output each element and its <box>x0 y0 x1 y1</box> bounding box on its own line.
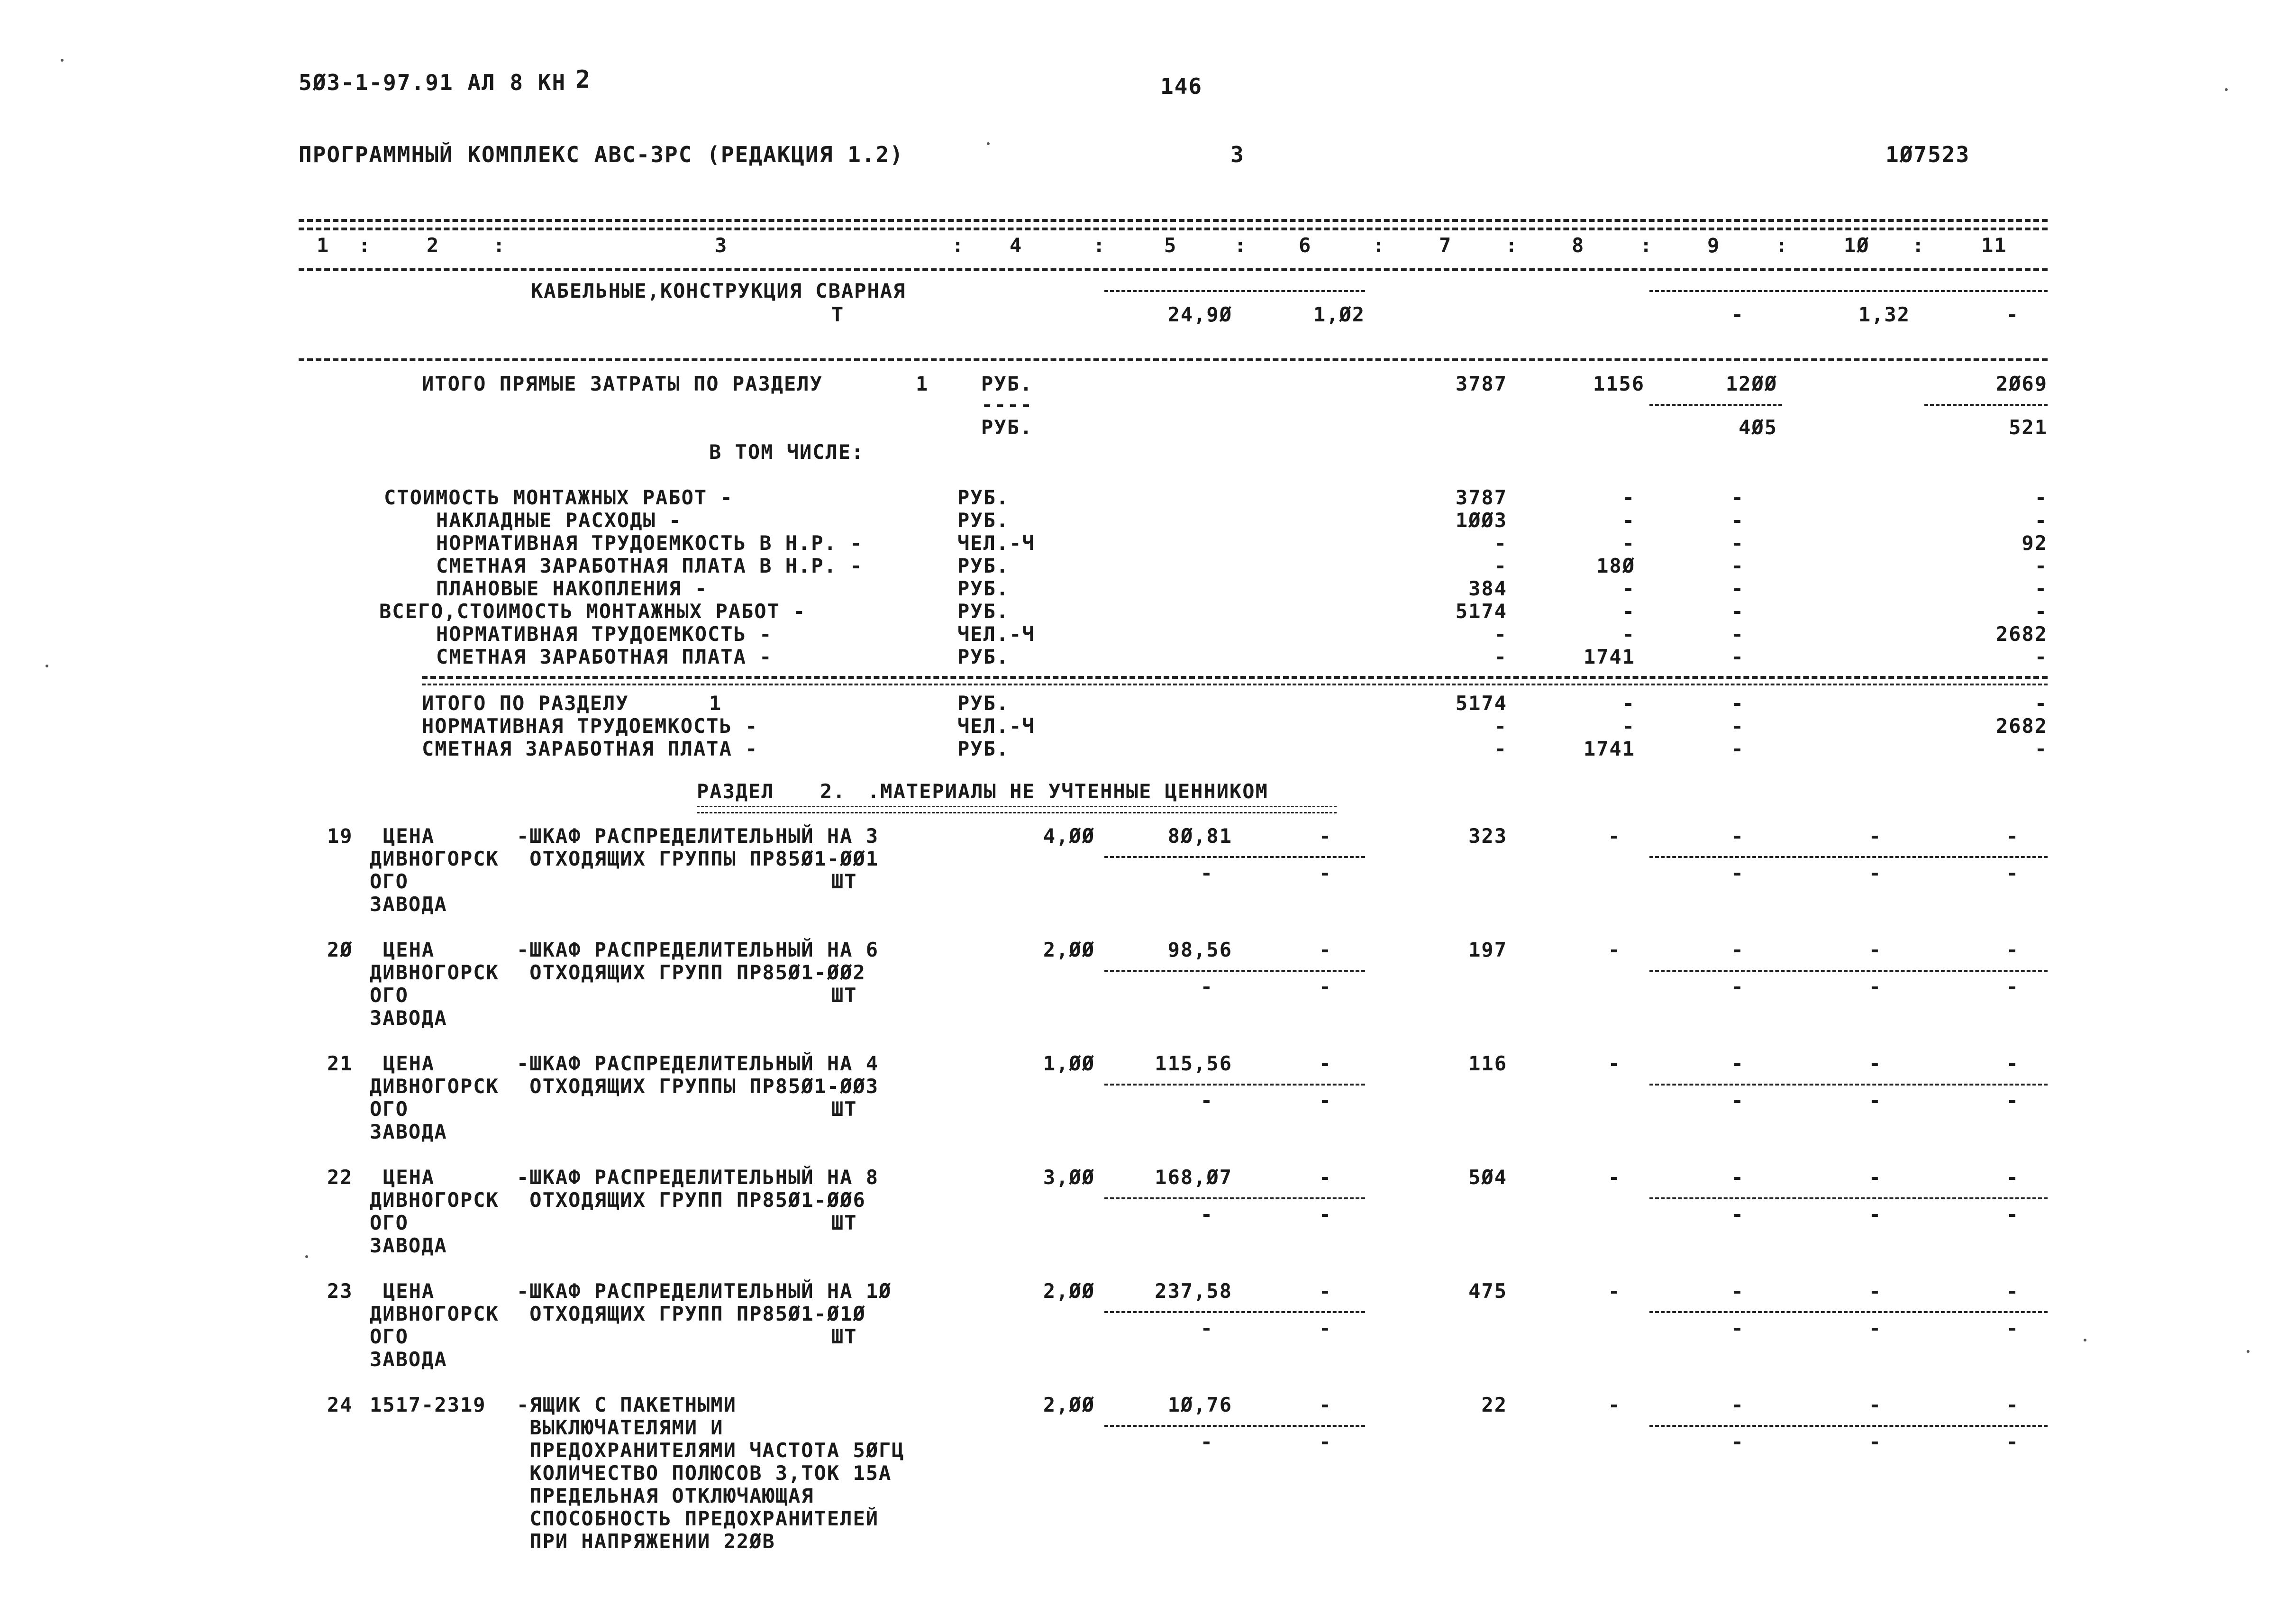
breakdown-col-9: - <box>1731 486 1744 509</box>
item-col-11: - <box>2006 824 2019 848</box>
column-header-11: 11 <box>1981 234 2007 257</box>
item-sub-col-9: - <box>1731 1316 1744 1340</box>
breakdown-col-9: - <box>1731 531 1744 555</box>
column-separator: : <box>1373 234 1386 257</box>
item-col-6: - <box>1319 824 1332 848</box>
scan-speck <box>987 142 990 145</box>
item-sub-col-11: - <box>2006 1316 2019 1340</box>
item-unit: ШТ <box>831 984 857 1007</box>
column-header-8: 8 <box>1572 234 1585 257</box>
item-col-9: - <box>1731 1166 1744 1189</box>
item-col-8: - <box>1608 1279 1621 1303</box>
total-direct-col-8: 1156 <box>1593 372 1645 395</box>
section-2-word: РАЗДЕЛ <box>697 780 774 803</box>
item-description-line: СПОСОБНОСТЬ ПРЕДОХРАНИТЕЛЕЙ <box>517 1507 879 1530</box>
item-description-line: -ШКАФ РАСПРЕДЕЛИТЕЛЬНЫЙ НА 6 <box>517 938 879 961</box>
item-quantity: 3,ØØ <box>1043 1166 1095 1189</box>
item-col-6: - <box>1319 1166 1332 1189</box>
item-col-9: - <box>1731 1393 1744 1416</box>
item-sub-col-6: - <box>1319 1203 1332 1226</box>
item-col-8: - <box>1608 1052 1621 1075</box>
breakdown-col-11: - <box>2034 577 2048 600</box>
section-total-unit: ЧЕЛ.-Ч <box>957 714 1035 738</box>
item-col-10: - <box>1868 1052 1882 1075</box>
item-sub-col-11: - <box>2006 1089 2019 1112</box>
item-quantity: 1,ØØ <box>1043 1052 1095 1075</box>
breakdown-label: СМЕТНАЯ ЗАРАБОТНАЯ ПЛАТА - <box>436 645 773 668</box>
breakdown-col-8: - <box>1622 509 1635 532</box>
breakdown-unit: РУБ. <box>957 554 1010 577</box>
item-code-line: ДИВНОГОРСК <box>370 1075 499 1098</box>
scan-speck <box>305 1255 308 1258</box>
breakdown-col-11: - <box>2034 554 2048 577</box>
carry-unit: Т <box>831 303 845 326</box>
carry-col-5: 24,9Ø <box>1167 303 1232 326</box>
breakdown-col-11: - <box>2034 645 2048 668</box>
scan-speck <box>2247 1350 2249 1353</box>
breakdown-col-9: - <box>1731 554 1744 577</box>
item-col-8: - <box>1608 938 1621 961</box>
scan-speck <box>61 59 64 62</box>
column-header-1: 1 <box>317 234 330 257</box>
item-sub-col-6: - <box>1319 861 1332 885</box>
program-title: ПРОГРАММНЫЙ КОМПЛЕКС АВС-3РС (РЕДАКЦИЯ 1.2) <box>299 142 904 167</box>
column-header-5: 5 <box>1164 234 1177 257</box>
item-col-11: - <box>2006 1393 2019 1416</box>
item-description-line: -ШКАФ РАСПРЕДЕЛИТЕЛЬНЫЙ НА 3 <box>517 824 879 848</box>
breakdown-label: ПЛАНОВЫЕ НАКОПЛЕНИЯ - <box>436 577 708 600</box>
item-sub-col-6: - <box>1319 1089 1332 1112</box>
column-header-7: 7 <box>1439 234 1452 257</box>
header-rule-bottom <box>299 268 2048 271</box>
item-sub-col-6: - <box>1319 1316 1332 1340</box>
item-sub-col-5: - <box>1200 861 1213 885</box>
item-sub-col-5: - <box>1200 1316 1213 1340</box>
item-col-9: - <box>1731 1279 1744 1303</box>
total-direct-unit-2: РУБ. <box>981 416 1033 439</box>
breakdown-label: ВСЕГО,СТОИМОСТЬ МОНТАЖНЫХ РАБОТ - <box>379 600 806 623</box>
item-number: 21 <box>327 1052 353 1075</box>
item-code-line: ОГО <box>370 870 409 893</box>
breakdown-col-7: 3787 <box>1455 486 1507 509</box>
item-code-line: ЦЕНА <box>383 1279 435 1303</box>
breakdown-col-7: - <box>1494 645 1507 668</box>
item-unit: ШТ <box>831 1211 857 1234</box>
item-col-9: - <box>1731 824 1744 848</box>
item-col-6: - <box>1319 1279 1332 1303</box>
item-code-line: ОГО <box>370 1097 409 1121</box>
section-total-col-8: 1741 <box>1583 737 1635 760</box>
item-description-line: -ШКАФ РАСПРЕДЕЛИТЕЛЬНЫЙ НА 1Ø <box>517 1279 892 1303</box>
item-col-7: 323 <box>1468 824 1507 848</box>
item-code-line: ЗАВОДА <box>370 1234 447 1257</box>
item-sub-col-9: - <box>1731 1089 1744 1112</box>
item-code-line: ОГО <box>370 1211 409 1234</box>
column-separator: : <box>1776 234 1789 257</box>
breakdown-col-8: 1741 <box>1583 645 1635 668</box>
breakdown-label: СТОИМОСТЬ МОНТАЖНЫХ РАБОТ - <box>384 486 733 509</box>
breakdown-col-9: - <box>1731 509 1744 532</box>
item-code-line: ОГО <box>370 1325 409 1348</box>
item-sub-rule-9-11 <box>1649 1425 2048 1427</box>
breakdown-col-8: - <box>1622 600 1635 623</box>
total-direct-col-7: 3787 <box>1455 372 1507 395</box>
total-direct-col-9a: 12ØØ <box>1725 372 1777 395</box>
item-unit: ШТ <box>831 1325 857 1348</box>
item-sub-rule-5-6 <box>1104 1084 1365 1086</box>
section-total-col-11: - <box>2034 692 2048 715</box>
item-quantity: 2,ØØ <box>1043 1393 1095 1416</box>
item-sub-col-10: - <box>1868 1089 1882 1112</box>
section-total-col-11: - <box>2034 737 2048 760</box>
section-total-col-7: - <box>1494 737 1507 760</box>
carry-title: КАБЕЛЬНЫЕ,КОНСТРУКЦИЯ СВАРНАЯ <box>531 279 906 302</box>
section-total-col-8: - <box>1622 692 1635 715</box>
item-sub-rule-9-11 <box>1649 856 2048 858</box>
column-separator: : <box>952 234 965 257</box>
carry-sub-rule-5-6 <box>1104 290 1365 292</box>
item-code-line: ЗАВОДА <box>370 1006 447 1030</box>
total-direct-sub-rule-9 <box>1649 404 1782 406</box>
total-direct-section-number: 1 <box>916 372 929 395</box>
breakdown-unit: ЧЕЛ.-Ч <box>957 531 1035 555</box>
item-code-line: ЗАВОДА <box>370 893 447 916</box>
item-code-line: ЦЕНА <box>383 1166 435 1189</box>
item-description-line: ПРИ НАПРЯЖЕНИИ 22ØВ <box>517 1530 775 1553</box>
item-col-6: - <box>1319 1052 1332 1075</box>
item-description-line: ОТХОДЯЩИХ ГРУППЫ ПР85Ø1-ØØ1 <box>517 847 879 870</box>
item-sub-col-9: - <box>1731 1430 1744 1453</box>
header-rule-top-1 <box>299 219 2048 222</box>
item-description-line: ОТХОДЯЩИХ ГРУПП ПР85Ø1-ØØ2 <box>517 961 866 984</box>
item-description-line: ОТХОДЯЩИХ ГРУПП ПР85Ø1-Ø1Ø <box>517 1302 866 1325</box>
item-description-line: ПРЕДЕЛЬНАЯ ОТКЛЮЧАЮЩАЯ <box>517 1484 814 1507</box>
carry-col-6: 1,Ø2 <box>1313 303 1365 326</box>
item-sub-rule-5-6 <box>1104 1311 1365 1313</box>
breakdown-unit: РУБ. <box>957 486 1010 509</box>
item-sub-rule-9-11 <box>1649 1311 2048 1313</box>
column-header-6: 6 <box>1299 234 1312 257</box>
breakdown-col-7: 1ØØ3 <box>1455 509 1507 532</box>
carry-col-9: - <box>1731 303 1744 326</box>
carry-sub-rule-9-11 <box>1649 290 2048 292</box>
column-separator: : <box>1093 234 1106 257</box>
item-sub-col-10: - <box>1868 975 1882 998</box>
item-sub-rule-9-11 <box>1649 1084 2048 1086</box>
breakdown-col-9: - <box>1731 600 1744 623</box>
section-total-col-9: - <box>1731 692 1744 715</box>
item-sub-rule-5-6 <box>1104 970 1365 972</box>
item-col-7: 116 <box>1468 1052 1507 1075</box>
breakdown-label: НАКЛАДНЫЕ РАСХОДЫ - <box>436 509 682 532</box>
column-separator: : <box>1640 234 1653 257</box>
item-description-line: -ЯЩИК С ПАКЕТНЫМИ <box>517 1393 737 1416</box>
item-col-8: - <box>1608 824 1621 848</box>
item-col-9: - <box>1731 938 1744 961</box>
including-heading: В ТОМ ЧИСЛЕ: <box>709 440 865 464</box>
page-number: 146 <box>1160 73 1203 99</box>
section-total-col-11: 2682 <box>1995 714 2048 738</box>
document-code: 5Ø3-1-97.91 АЛ 8 КН <box>299 70 566 95</box>
breakdown-label: НОРМАТИВНАЯ ТРУДОЕМКОСТЬ - <box>436 622 773 646</box>
sheet-number: 3 <box>1230 142 1245 167</box>
document-id-code: 1Ø7523 <box>1885 142 1970 167</box>
item-code-line: ЗАВОДА <box>370 1348 447 1371</box>
item-sub-rule-9-11 <box>1649 1197 2048 1199</box>
section-total-label: ИТОГО ПО РАЗДЕЛУ <box>422 692 629 715</box>
item-col-10: - <box>1868 1166 1882 1189</box>
item-col-8: - <box>1608 1166 1621 1189</box>
section-total-rule <box>422 676 2048 679</box>
column-separator: : <box>1234 234 1248 257</box>
item-sub-col-5: - <box>1200 1089 1213 1112</box>
item-sub-col-5: - <box>1200 975 1213 998</box>
item-sub-col-6: - <box>1319 1430 1332 1453</box>
section-total-col-9: - <box>1731 737 1744 760</box>
breakdown-col-8: - <box>1622 577 1635 600</box>
column-header-3: 3 <box>715 234 728 257</box>
breakdown-col-11: 2682 <box>1995 622 2048 646</box>
item-unit-price: 1Ø,76 <box>1167 1393 1232 1416</box>
item-col-8: - <box>1608 1393 1621 1416</box>
section-total-col-7: - <box>1494 714 1507 738</box>
column-separator: : <box>1505 234 1519 257</box>
item-number: 19 <box>327 824 353 848</box>
column-separator: : <box>358 234 372 257</box>
item-col-6: - <box>1319 1393 1332 1416</box>
item-code-line: 1517-2319 <box>370 1393 486 1416</box>
item-description-line: ОТХОДЯЩИХ ГРУППЫ ПР85Ø1-ØØ3 <box>517 1075 879 1098</box>
breakdown-col-8: - <box>1622 531 1635 555</box>
total-rule-top <box>299 358 2048 361</box>
item-unit: ШТ <box>831 1097 857 1121</box>
item-code-line: ДИВНОГОРСК <box>370 961 499 984</box>
item-sub-col-11: - <box>2006 1203 2019 1226</box>
item-col-6: - <box>1319 938 1332 961</box>
column-separator: : <box>1912 234 1925 257</box>
breakdown-col-8: - <box>1622 486 1635 509</box>
breakdown-unit: РУБ. <box>957 600 1010 623</box>
total-direct-unit-divider: ---- <box>981 393 1033 416</box>
section-2-title: .МАТЕРИАЛЫ НЕ УЧТЕННЫЕ ЦЕННИКОМ <box>867 780 1268 803</box>
total-direct-col-11b: 521 <box>2009 416 2048 439</box>
item-quantity: 4,ØØ <box>1043 824 1095 848</box>
item-sub-col-5: - <box>1200 1203 1213 1226</box>
section-total-unit: РУБ. <box>957 692 1010 715</box>
section-total-col-7: 5174 <box>1455 692 1507 715</box>
section-total-col-8: - <box>1622 714 1635 738</box>
item-description-line: -ШКАФ РАСПРЕДЕЛИТЕЛЬНЫЙ НА 8 <box>517 1166 879 1189</box>
item-code-line: ОГО <box>370 984 409 1007</box>
item-sub-col-10: - <box>1868 1316 1882 1340</box>
item-unit-price: 8Ø,81 <box>1167 824 1232 848</box>
item-code-line: ДИВНОГОРСК <box>370 847 499 870</box>
item-col-7: 475 <box>1468 1279 1507 1303</box>
item-sub-col-11: - <box>2006 975 2019 998</box>
section-total-label: СМЕТНАЯ ЗАРАБОТНАЯ ПЛАТА - <box>422 737 758 760</box>
item-description-line: -ШКАФ РАСПРЕДЕЛИТЕЛЬНЫЙ НА 4 <box>517 1052 879 1075</box>
breakdown-unit: РУБ. <box>957 645 1010 668</box>
carry-col-11: - <box>2006 303 2019 326</box>
breakdown-col-8: - <box>1622 622 1635 646</box>
breakdown-col-11: - <box>2034 600 2048 623</box>
item-sub-col-9: - <box>1731 861 1744 885</box>
column-header-4: 4 <box>1010 234 1023 257</box>
item-quantity: 2,ØØ <box>1043 1279 1095 1303</box>
breakdown-label: СМЕТНАЯ ЗАРАБОТНАЯ ПЛАТА В Н.Р. - <box>436 554 863 577</box>
breakdown-col-7: 384 <box>1468 577 1507 600</box>
item-sub-rule-5-6 <box>1104 856 1365 858</box>
breakdown-col-9: - <box>1731 645 1744 668</box>
item-number: 22 <box>327 1166 353 1189</box>
item-sub-col-10: - <box>1868 1430 1882 1453</box>
item-sub-col-9: - <box>1731 1203 1744 1226</box>
item-col-7: 197 <box>1468 938 1507 961</box>
item-number: 24 <box>327 1393 353 1416</box>
item-description-line: ПРЕДОХРАНИТЕЛЯМИ ЧАСТОТА 5ØГЦ <box>517 1439 905 1462</box>
breakdown-col-11: - <box>2034 486 2048 509</box>
item-code-line: ЦЕНА <box>383 938 435 961</box>
total-direct-sub-rule-11 <box>1924 404 2048 406</box>
breakdown-col-7: - <box>1494 554 1507 577</box>
item-sub-rule-5-6 <box>1104 1425 1365 1427</box>
column-header-1Ø: 1Ø <box>1844 234 1870 257</box>
total-direct-col-9b: 4Ø5 <box>1739 416 1777 439</box>
section-total-number: 1 <box>709 692 722 715</box>
scan-speck <box>46 665 48 667</box>
section-total-rule-2 <box>422 684 2048 685</box>
total-direct-label: ИТОГО ПРЯМЫЕ ЗАТРАТЫ ПО РАЗДЕЛУ <box>422 372 823 395</box>
carry-col-10: 1,32 <box>1858 303 1910 326</box>
item-col-7: 5Ø4 <box>1468 1166 1507 1189</box>
item-description-line: ОТХОДЯЩИХ ГРУПП ПР85Ø1-ØØ6 <box>517 1188 866 1212</box>
item-sub-col-5: - <box>1200 1430 1213 1453</box>
breakdown-col-7: - <box>1494 531 1507 555</box>
item-unit-price: 115,56 <box>1155 1052 1232 1075</box>
breakdown-col-7: 5174 <box>1455 600 1507 623</box>
item-number: 23 <box>327 1279 353 1303</box>
item-col-7: 22 <box>1481 1393 1507 1416</box>
item-sub-col-10: - <box>1868 861 1882 885</box>
item-code-line: ЦЕНА <box>383 824 435 848</box>
item-number: 2Ø <box>327 938 353 961</box>
scan-speck <box>2084 1339 2086 1341</box>
section-2-double-underline <box>697 806 1337 813</box>
total-direct-col-11a: 2Ø69 <box>1995 372 2048 395</box>
breakdown-label: НОРМАТИВНАЯ ТРУДОЕМКОСТЬ В Н.Р. - <box>436 531 863 555</box>
breakdown-col-9: - <box>1731 577 1744 600</box>
total-direct-unit-1: РУБ. <box>981 372 1033 395</box>
item-sub-col-11: - <box>2006 1430 2019 1453</box>
item-sub-col-6: - <box>1319 975 1332 998</box>
column-separator: : <box>493 234 506 257</box>
item-code-line: ЦЕНА <box>383 1052 435 1075</box>
item-sub-rule-9-11 <box>1649 970 2048 972</box>
breakdown-unit: РУБ. <box>957 509 1010 532</box>
section-total-unit: РУБ. <box>957 737 1010 760</box>
item-description-line: ВЫКЛЮЧАТЕЛЯМИ И <box>517 1416 724 1439</box>
item-unit-price: 237,58 <box>1155 1279 1232 1303</box>
item-col-11: - <box>2006 938 2019 961</box>
section-total-label: НОРМАТИВНАЯ ТРУДОЕМКОСТЬ - <box>422 714 758 738</box>
breakdown-col-9: - <box>1731 622 1744 646</box>
column-header-9: 9 <box>1707 234 1721 257</box>
item-code-line: ЗАВОДА <box>370 1120 447 1143</box>
item-col-10: - <box>1868 1279 1882 1303</box>
item-col-11: - <box>2006 1052 2019 1075</box>
item-col-9: - <box>1731 1052 1744 1075</box>
item-col-11: - <box>2006 1166 2019 1189</box>
section-2-number: 2. <box>820 780 846 803</box>
item-code-line: ДИВНОГОРСК <box>370 1188 499 1212</box>
section-total-col-9: - <box>1731 714 1744 738</box>
document-book-number: 2 <box>575 65 592 94</box>
item-sub-col-10: - <box>1868 1203 1882 1226</box>
item-col-10: - <box>1868 824 1882 848</box>
item-sub-rule-5-6 <box>1104 1197 1365 1199</box>
breakdown-col-8: 18Ø <box>1596 554 1635 577</box>
item-col-10: - <box>1868 938 1882 961</box>
item-description-line: КОЛИЧЕСТВО ПОЛЮСОВ 3,ТОК 15А <box>517 1461 892 1485</box>
breakdown-col-7: - <box>1494 622 1507 646</box>
item-code-line: ДИВНОГОРСК <box>370 1302 499 1325</box>
scan-speck <box>2225 88 2228 91</box>
item-sub-col-11: - <box>2006 861 2019 885</box>
item-quantity: 2,ØØ <box>1043 938 1095 961</box>
breakdown-col-11: 92 <box>2022 531 2048 555</box>
item-unit-price: 168,Ø7 <box>1155 1166 1232 1189</box>
breakdown-unit: РУБ. <box>957 577 1010 600</box>
breakdown-unit: ЧЕЛ.-Ч <box>957 622 1035 646</box>
breakdown-col-11: - <box>2034 509 2048 532</box>
item-col-11: - <box>2006 1279 2019 1303</box>
item-sub-col-9: - <box>1731 975 1744 998</box>
item-col-10: - <box>1868 1393 1882 1416</box>
column-header-2: 2 <box>427 234 440 257</box>
header-rule-top-2 <box>299 228 2048 230</box>
item-unit: ШТ <box>831 870 857 893</box>
item-unit-price: 98,56 <box>1167 938 1232 961</box>
